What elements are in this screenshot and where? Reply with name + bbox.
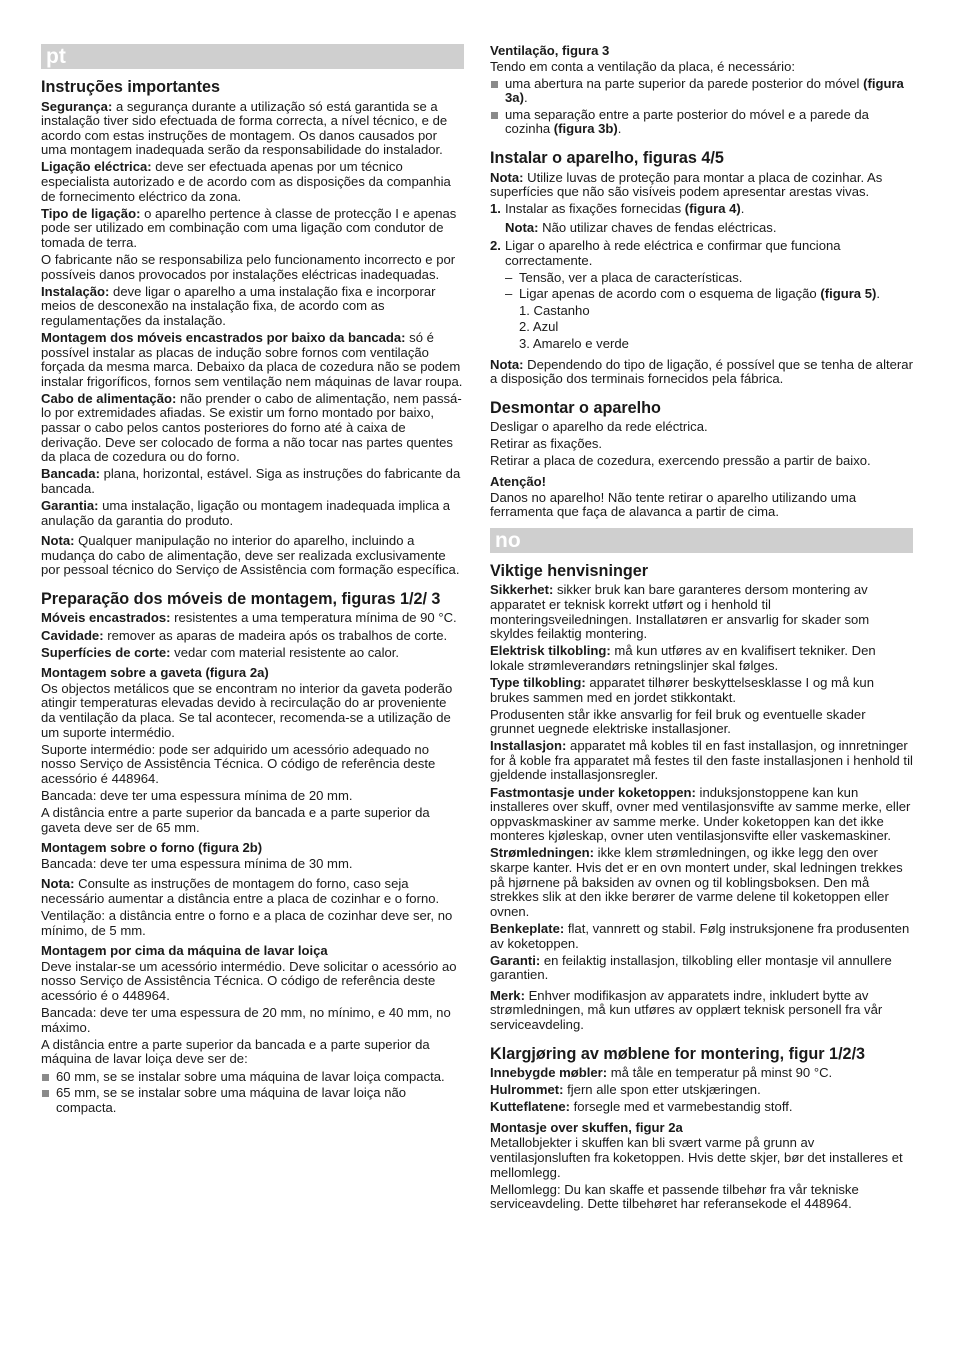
para-garanti: Garanti: en feilaktig installasjon, tilkobling eller montasje vil annullere garantien.: [490, 952, 892, 983]
para-garantia: Garantia: uma instalação, ligação ou montagem inadequada implica a anulação da garantia do produto.: [41, 497, 451, 528]
heading-ventilacao: Ventilação, figura 3: [490, 43, 610, 58]
para-desmontar-1: Desligar o aparelho da rede eléctrica.: [490, 419, 708, 435]
para-seguranca: Segurança: a segurança durante a utilização só está garantida se a instalação tiver sido efectuada de forma correcta, a nível técnico, e de acordo com estas instruções de montagem. Os danos causados por uma montagem inadequada serão da responsabilidade do instalador.: [41, 98, 448, 158]
para-nota-terminais: Nota: Dependendo do tipo de ligação, é possível que se tenha de alterar a disposição dos terminais fornecidos pela fábrica.: [490, 356, 913, 387]
para-elektrisk: Elektrisk tilkobling: må kun utføres av en kvalifisert tekniker. Den lokale strømleverandørs retningslinjer skal følges.: [490, 643, 876, 673]
para-fabricante: O fabricante não se responsabiliza pelo funcionamento incorrecto e por possíveis danos provocados por instalações eléctricas inadequadas.: [41, 251, 456, 282]
left-column: [41, 44, 464, 1117]
language-bar-pt: pt: [41, 44, 464, 69]
para-maquina-1: Deve instalar-se um acessório intermédio. Deve solicitar o acessório ao nosso Serviço de Assistência Técnica. O código de referência deste acessório é o 448964.: [41, 958, 457, 1004]
para-desmontar-2: Retirar as fixações.: [490, 436, 603, 452]
square-bullet-icon: [491, 112, 498, 119]
step-1-note: Nota: Não utilizar chaves de fendas eléctricas.: [505, 219, 777, 235]
para-skuff-2: Mellomlegg: Du kan skaffe et passende tilbehør fra vår tekniske serviceavdeling. Dette tilbehøret har referansekode el 448964.: [490, 1181, 859, 1212]
para-desmontar-3: Retirar a placa de cozedura, exercendo pressão a partir de baixo.: [490, 453, 871, 469]
square-bullet-icon: [42, 1074, 49, 1081]
para-nota-luvas: Nota: Utilize luvas de proteção para montar a placa de cozinhar. As superfícies que não são visíveis podem apresentar arestas vivas.: [490, 169, 883, 200]
bullet-maquina-1: 60 mm, se se instalar sobre uma máquina de lavar loiça compacta.: [41, 1070, 464, 1085]
para-ventilacao: Tendo em conta a ventilação da placa, é necessário:: [490, 58, 795, 74]
para-maquina-2: Bancada: deve ter uma espessura de 20 mm, no mínimo, e 40 mm, no máximo.: [41, 1005, 451, 1035]
para-superficies: Superfícies de corte: vedar com material resistente ao calor.: [41, 644, 400, 660]
para-hulrommet: Hulrommet: fjern alle spon etter utskjæringen.: [490, 1082, 761, 1098]
square-bullet-icon: [491, 81, 498, 88]
para-montagem-moveis: Montagem dos móveis encastrados por baixo da bancada: só é possível instalar as placas de indução sobre fornos com ventilação forçada da mesma marca. Debaixo da placa de cozedura não se podem instalar frigoríficos, fornos sem ventilação nem máquinas de lavar roupa.: [41, 329, 463, 389]
para-gaveta-1: Os objectos metálicos que se encontram no interior da gaveta poderão atingir temperaturas elevadas devido à recirculação do ar proveniente da ventilação da placa. Se tal acontecer, recomenda-se a utilização de um suporte intermédio.: [41, 680, 453, 740]
heading-gaveta: Montagem sobre a gaveta (figura 2a): [41, 665, 269, 681]
dash-item-tensao: – Tensão, ver a placa de características.: [505, 269, 743, 285]
bullet-ventilacao-1: uma abertura na parte superior da parede posterior do móvel (figura 3a).: [490, 77, 913, 106]
heading-skuff: Montasje over skuffen, figur 2a: [490, 1119, 683, 1135]
step-1: 1. Instalar as fixações fornecidas (figura 4).: [490, 201, 745, 217]
heading-atencao: Atenção!: [490, 474, 547, 490]
language-bar-no: no: [490, 528, 913, 553]
para-nota-forno: Nota: Consulte as instruções de montagem do forno, caso seja necessário aumentar a distância entre a placa de cozinhar e o forno.: [41, 876, 440, 906]
para-instalacao: Instalação: deve ligar o aparelho a uma instalação fixa e incorporar meios de desconexão na instalação fixa, de acordo com as regulamentações da instalação.: [41, 283, 436, 328]
para-cavidade: Cavidade: remover as aparas de madeira após os trabalhos de corte.: [41, 627, 448, 643]
para-forno-1: Bancada: deve ter uma espessura mínima de 30 mm.: [41, 855, 353, 871]
para-forno-2: Ventilação: a distância entre o forno e a placa de cozinhar deve ser, no mínimo, de 5 mm.: [41, 908, 453, 938]
bullet-maquina-2: 65 mm, se se instalar sobre uma máquina de lavar loiça não compacta.: [41, 1086, 464, 1115]
right-column: [490, 44, 913, 1214]
heading-maquina: Montagem por cima da máquina de lavar loiça: [41, 943, 328, 959]
para-produsenten: Produsenten står ikke ansvarlig for feil bruk og eventuelle skader grunnet uegnede elektriske installasjoner.: [490, 706, 866, 737]
heading-forno: Montagem sobre o forno (figura 2b): [41, 840, 263, 856]
para-kutteflatene: Kutteflatene: forsegle med et varmebestandig stoff.: [490, 1099, 793, 1115]
para-bancada: Bancada: plana, horizontal, estável. Siga as instruções do fabricante da bancada.: [41, 466, 461, 496]
dash-item-esquema: – Ligar apenas de acordo com o esquema de ligação (figura 5).: [505, 286, 881, 302]
para-merk: Merk: Enhver modifikasjon av apparatets indre, inkludert bytte av strømledningen, må kun utføres av opplært teknisk personell fra vår serviceavdeling.: [490, 987, 883, 1032]
para-ligacao-electrica: Ligação eléctrica: deve ser efectuada apenas por um técnico especialista autorizado e de acordo com as disposições da companhia de fornecimento eléctrico da zona.: [41, 159, 451, 204]
para-type-tilkobling: Type tilkobling: apparatet tilhører beskyttelsesklasse I og må kun brukes sammen med en jordet stikkontakt.: [490, 674, 874, 705]
para-maquina-3: A distância entre a parte superior da bancada e a parte superior da máquina de lavar loiça deve ser de:: [41, 1036, 430, 1067]
para-skuff-1: Metallobjekter i skuffen kan bli svært varme på grunn av ventilasjonsluften fra koketoppen. Hvis dette skjer, bør det installeres et mellomlegg.: [490, 1135, 903, 1180]
step-2: 2. Ligar o aparelho à rede eléctrica e confirmar que funciona correctamente.: [490, 238, 841, 269]
heading-instalar: Instalar o aparelho, figuras 4/5: [490, 149, 724, 168]
heading-instrucoes: Instruções importantes: [41, 78, 221, 96]
para-stromledningen: Strømledningen: ikke klem strømledningen, og ikke legg den over skarpe kanter. Hvis det er en ovn montert under, skal ledningen trekkes på hjørnene på baksiden av ovnen og til koblingsboksen. Den må strekkes slik at den ikke berører de varme delene til koketoppen eller ovnen.: [490, 845, 903, 919]
wire-color-3: 3. Amarelo e verde: [519, 336, 629, 351]
wire-color-1: 1. Castanho: [519, 302, 590, 318]
bullet-ventilacao-2: uma separação entre a parte posterior do móvel e a parede da cozinha (figura 3b).: [490, 108, 913, 137]
para-tipo-ligacao: Tipo de ligação: o aparelho pertence à classe de protecção I e apenas pode ser utilizado em combinação com uma ligação com condutor de tomada de terra.: [41, 205, 457, 250]
para-nota-manipulacao: Nota: Qualquer manipulação no interior do aparelho, incluindo a mudança do cabo de alimentação, deve ser realizada exclusivamente por pessoal técnico do Serviço de Assistência com formação específica.: [41, 533, 460, 578]
square-bullet-icon: [42, 1090, 49, 1097]
para-benkeplate: Benkeplate: flat, vannrett og stabil. Følg instruksjonene fra produsenten av koketoppen.: [490, 920, 910, 951]
para-atencao: Danos no aparelho! Não tente retirar o aparelho utilizando uma ferramenta que faça de alavanca a partir de cima.: [490, 489, 857, 520]
wire-color-2: 2. Azul: [519, 319, 559, 335]
para-cabo: Cabo de alimentação: não prender o cabo de alimentação, nem passá-lo por extremidades afiadas. Se existir um forno montado por baixo, passar o cabo pelos cantos posteriores do forno até à caixa de derivação. Deve ser colocado de forma a não tocar nas partes quentes da placa de cozedura ou do forno.: [41, 390, 462, 465]
heading-preparacao: Preparação dos móveis de montagem, figuras 1/2/ 3: [41, 589, 441, 608]
heading-viktige: Viktige henvisninger: [490, 561, 649, 580]
para-gaveta-4: A distância entre a parte superior da bancada e a parte superior da gaveta deve ser de 65 mm.: [41, 805, 430, 835]
heading-klargjoring: Klargjøring av møblene for montering, figur 1/2/3: [490, 1044, 866, 1063]
para-moveis-encastrados: Móveis encastrados: resistentes a uma temperatura mínima de 90 °C.: [41, 610, 457, 626]
para-sikkerhet: Sikkerhet: sikker bruk kan bare garanteres dersom montering av apparatet er teknisk korrekt utført og i henhold til monteringsveiledningen. Installatøren er ansvarlig for skader som skyldes feilaktig montering.: [490, 582, 870, 642]
heading-desmontar: Desmontar o aparelho: [490, 398, 661, 417]
para-fastmontasje: Fastmontasje under koketoppen: induksjonstoppene kan kun installeres over skuff, ovner med ventilasjonsvifte av samme merke, eller oppvaskmaskiner av samme merke. Under koketoppen kan det ikke monteres kjøleskap, ovner uten ventilasjonsvifte eller vaskemaskiner.: [490, 784, 911, 844]
para-installasjon: Installasjon: apparatet må kobles til en fast installasjon, og innretninger for å koble fra apparatet må festes til den faste installasjonen i henhold til gjeldende installasjonsregler.: [490, 738, 913, 783]
para-innebygde: Innebygde møbler: må tåle en temperatur på minst 90 °C.: [490, 1065, 833, 1081]
para-gaveta-2: Suporte intermédio: pode ser adquirido um acessório adequado no nosso Serviço de Assistência Técnica. O código de referência deste acessório é 448964.: [41, 741, 436, 786]
para-gaveta-3: Bancada: deve ter uma espessura mínima de 20 mm.: [41, 787, 353, 803]
